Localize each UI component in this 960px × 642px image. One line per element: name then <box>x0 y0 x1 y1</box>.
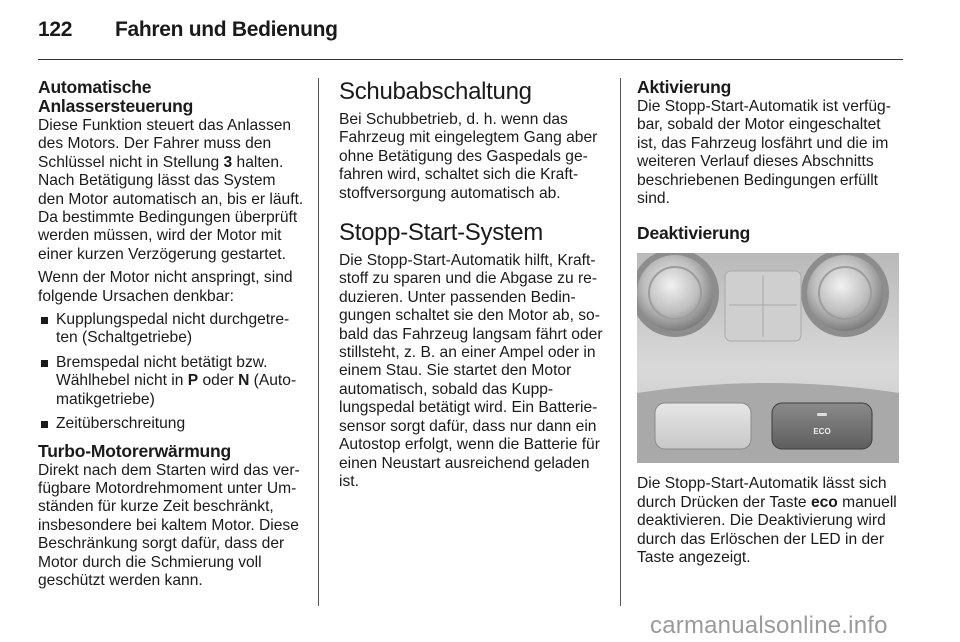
heading-turbo-motorerwaermung: Turbo-Motorerwärmung <box>38 440 232 461</box>
heading-deaktivierung: Deaktivierung <box>637 223 751 244</box>
bullet-square-icon <box>41 421 48 428</box>
heading-automatische-anlassersteuerung: Automatische Anlassersteuerung <box>38 77 194 116</box>
list-item-text: Bremspedal nicht betätigt bzw. Wählhebel nicht in <box>56 353 268 390</box>
paragraph-ursachen: Wenn der Motor nicht anspringt, sind folgende Ursachen denkbar: <box>38 269 293 305</box>
paragraph-aktivierung: Die Stopp-Start-Automatik ist verfügbar, sobald der Motor eingeschaltet ist, das Fahrzeug losfährt und die im weiteren Verlauf dieses Abschnitts beschriebenen Bedingungen erfüllt sind. <box>637 98 891 208</box>
section-title: Fahren und Bedienung <box>115 18 338 41</box>
column-middle <box>339 78 603 496</box>
gear-n-label: N <box>238 372 250 390</box>
column-right <box>637 78 903 572</box>
eco-key-label: eco <box>810 493 838 511</box>
paragraph-text: Diese Funktion steuert das Anlassen des Motors. Der Fahrer muss den Schlüssel nicht in Stellung <box>38 117 292 171</box>
list-item-text: Kupplungspedal nicht durchgetreten (Schaltgetriebe) <box>56 311 290 347</box>
paragraph-text: manuell deaktivieren. Die Deaktivierung wird durch das Erlöschen der LED in der Taste angezeigt. <box>637 493 897 567</box>
paragraph-turbo: Direkt nach dem Starten wird das verfügbare Motordrehmoment unter Umständen für kurze Zeit beschränkt, insbesondere bei kaltem Motor. Diese Beschränkung sorgt dafür, dass der Motor durch die Schmierung voll geschützt werden kann. <box>38 461 300 589</box>
list-item <box>38 415 304 433</box>
eco-button-photo <box>637 253 899 463</box>
paragraph-text: halten. Nach Betätigung lässt das System den Motor automatisch an, bis er läuft. Da bestimmte Bedingungen überprüft werden müssen, wird der Motor mit einer kurzen Verzögerung gestartet. <box>38 153 304 263</box>
heading-aktivierung: Aktivierung <box>637 77 732 97</box>
page-number: 122 <box>38 18 73 41</box>
list-item <box>38 311 304 348</box>
bullet-square-icon <box>41 360 48 367</box>
header-rule <box>38 59 903 60</box>
heading-schubabschaltung: Schubabschaltung <box>339 78 532 105</box>
column-divider <box>620 78 621 606</box>
list-item <box>38 354 304 409</box>
paragraph-anlassen <box>38 117 304 264</box>
eco-button-label: ECO <box>813 427 831 437</box>
paragraph-schubbetrieb: Bei Schubbetrieb, d. h. wenn das Fahrzeug mit eingelegtem Gang aber ohne Betätigung des Gaspedals gefahren wird, schaltet sich die Kraftstoffversorgung automatisch ab. <box>339 111 598 202</box>
key-position: 3 <box>223 153 233 171</box>
list-item-text: Zeitüberschreitung <box>56 415 186 433</box>
paragraph-text: Die Stopp-Start-Automatik lässt sich durch Drücken der Taste <box>637 475 887 511</box>
watermark: carmanualsonline.info <box>650 612 888 639</box>
gear-p-label: P <box>187 372 199 390</box>
list-item-text: oder <box>198 372 239 390</box>
list-item-text: (Automatikgetriebe) <box>56 372 297 408</box>
paragraph-deaktivierung <box>637 475 903 567</box>
paragraph-stopp-start: Die Stopp-Start-Automatik hilft, Kraftstoff zu sparen und die Abgase zu reduzieren. Unter passenden Bedingungen schaltet sie den Motor ab, sobald das Fahrzeug langsam fährt oder stillsteht, z. B. an einer Ampel oder in einem Stau. Sie startet den Motor automatisch, sobald das Kupplungspedal betätigt wird. Ein Batteriesensor sorgt dafür, dass nur dann ein Autostop erfolgt, wenn die Batterie für einen Neustart ausreichend geladen ist. <box>339 252 603 490</box>
column-divider <box>318 78 319 606</box>
heading-stopp-start-system: Stopp-Start-System <box>339 219 544 247</box>
causes-list <box>38 311 304 433</box>
column-left <box>38 78 304 595</box>
bullet-square-icon <box>41 317 48 324</box>
